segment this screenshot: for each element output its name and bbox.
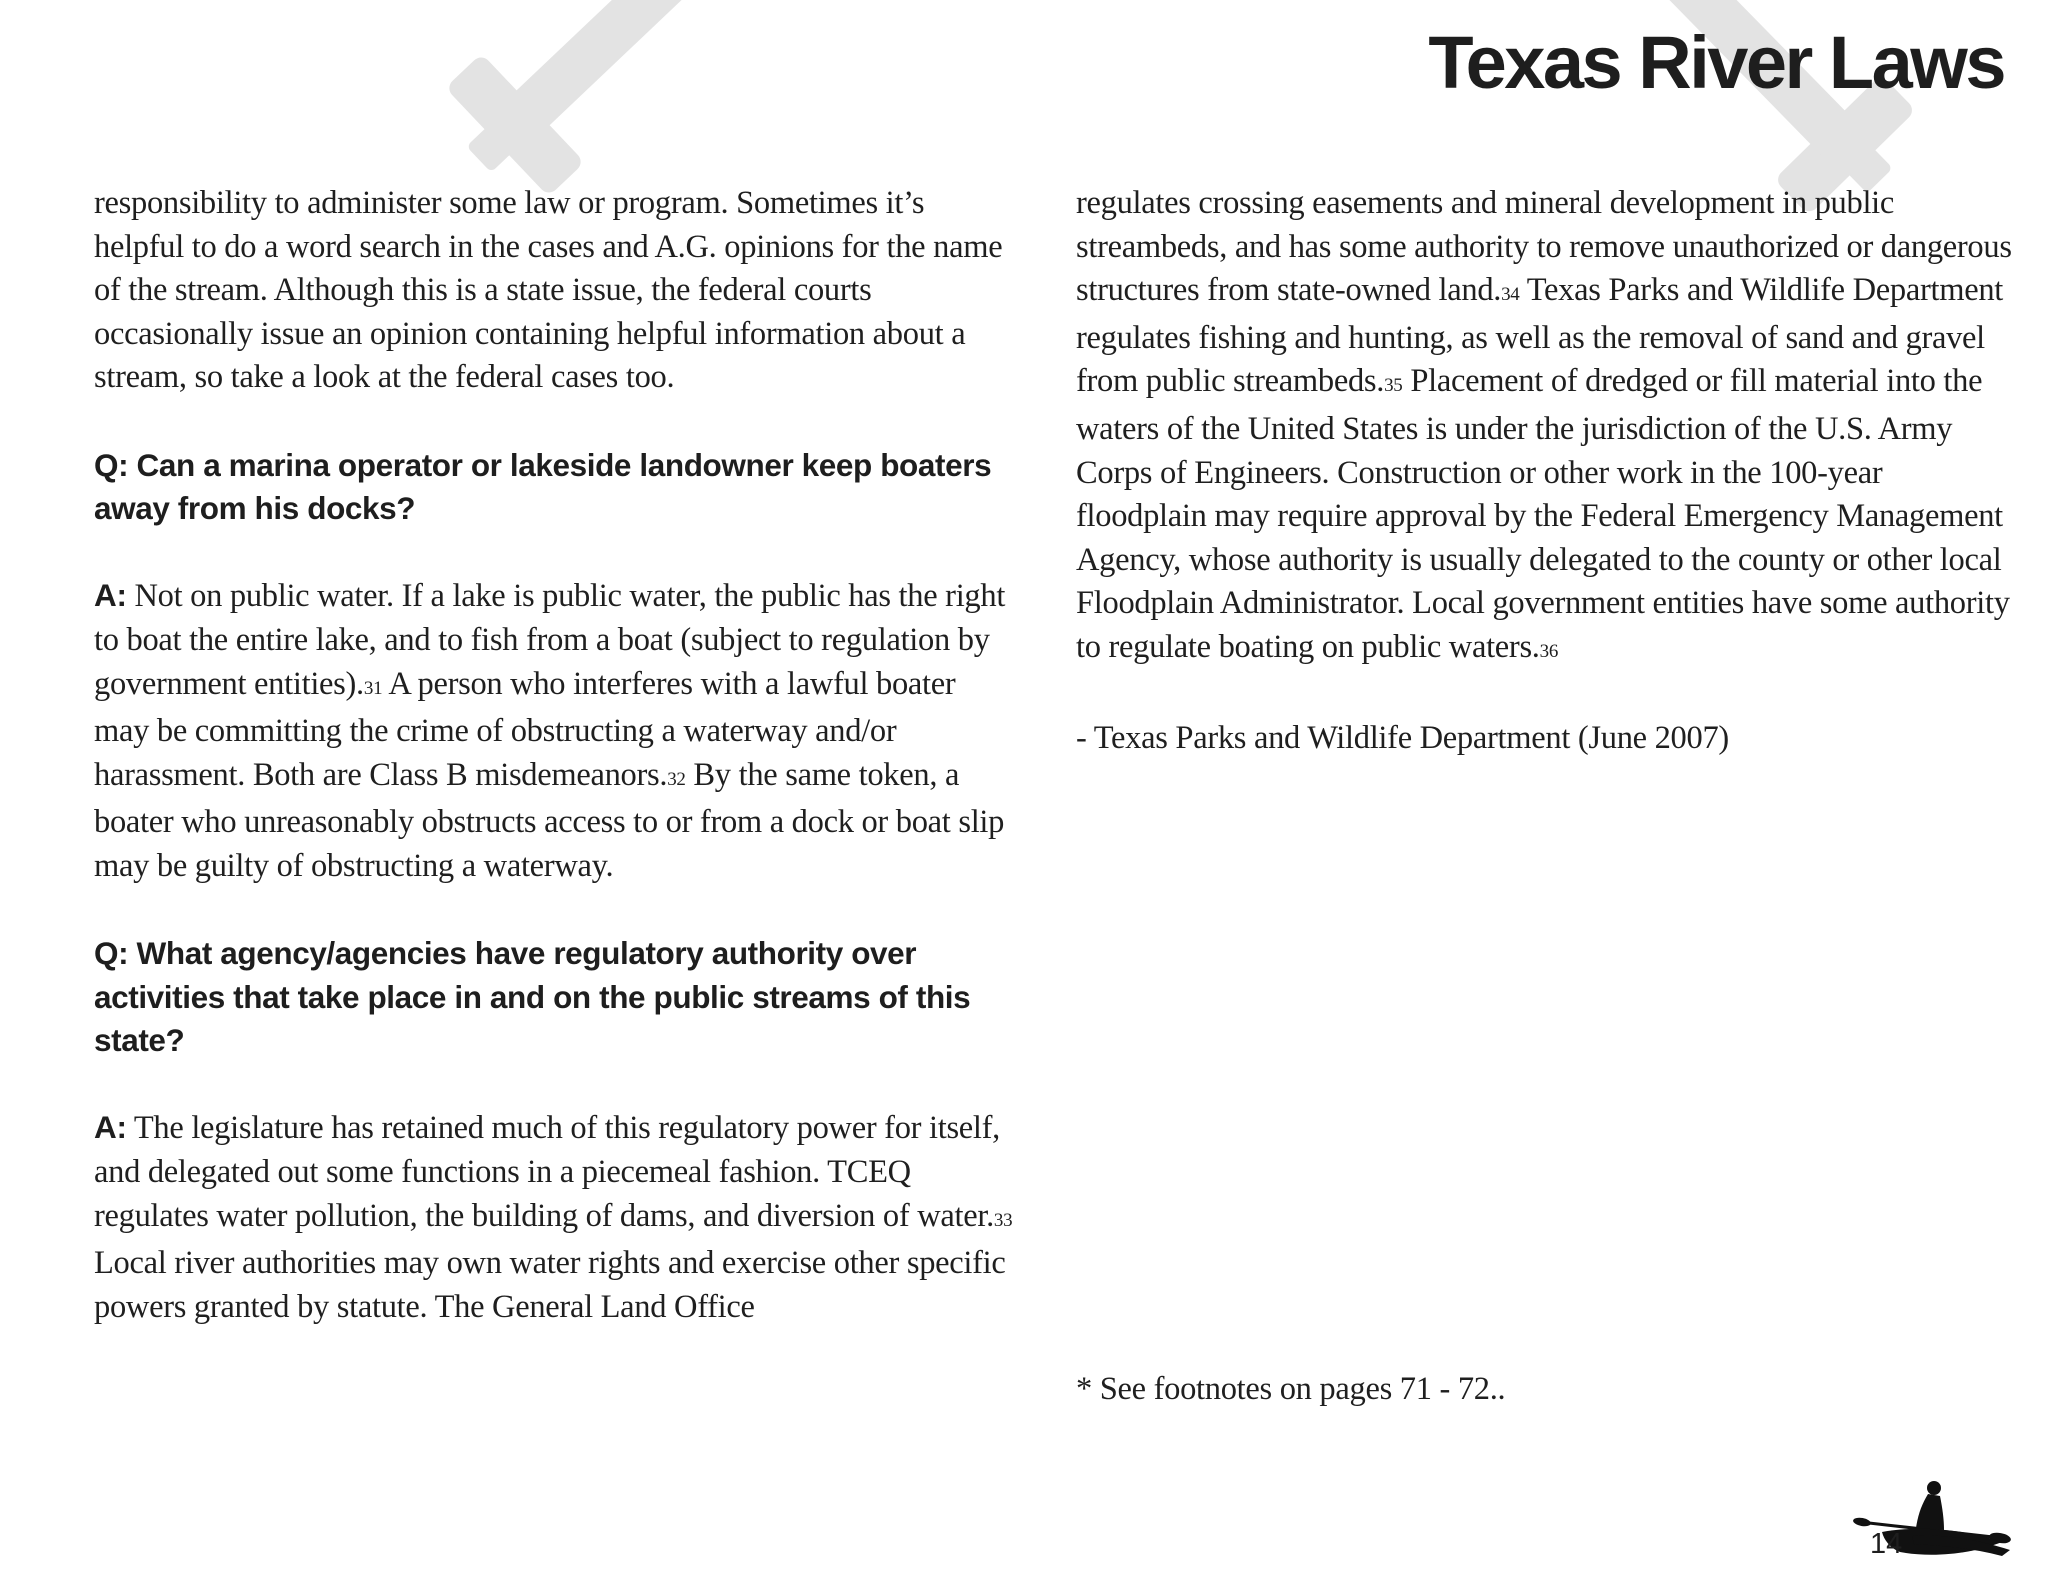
answer-1-text: By the same token, a boater who unreasonably obstructs access to or from a dock or boat slip may be guilty of obstructing a waterway. xyxy=(94,756,1005,884)
footnote-marker: 34 xyxy=(1501,284,1520,306)
answer-label: A: xyxy=(94,1109,127,1146)
answer-label: A: xyxy=(94,577,127,614)
footnote-marker: 32 xyxy=(667,768,686,790)
left-column xyxy=(94,182,1014,1373)
answer-2 xyxy=(94,1106,1014,1329)
footnote-reference: * See footnotes on pages 71 - 72.. xyxy=(1076,1371,1506,1407)
question-2: Q: What agency/agencies have regulatory authority over activities that take place in and on the public streams of this state? xyxy=(94,935,971,1059)
answer-2-continued xyxy=(1076,182,2016,674)
answer-2-text: The legislature has retained much of this regulatory power for itself, and delegated out some functions in a piecemeal fashion. TCEQ regulates water pollution, the building of dams, and diversion of water. xyxy=(94,1110,1001,1234)
footnote-marker: 36 xyxy=(1539,640,1559,662)
answer-2-text: Local river authorities may own water rights and exercise other specific powers granted by statute. The General Land Office xyxy=(94,1245,1006,1325)
question-1: Q: Can a marina operator or lakeside landowner keep boaters away from his docks? xyxy=(94,446,992,527)
answer-1 xyxy=(94,574,1014,888)
answer-1-text: Not on public water. If a lake is public water, the public has the right to boat the entire lake, and to fish from a boat (subject to regulation by government entities). xyxy=(94,578,1006,702)
footnote-marker: 35 xyxy=(1384,375,1403,397)
answer-2-text: Texas Parks and Wildlife Department regulates fishing and hunting, as well as the removal of sand and gravel from public streambeds. xyxy=(1076,272,2004,400)
page-number: 14 xyxy=(1870,1528,1903,1560)
answer-2-text: Placement of dredged or fill material into the waters of the United States is under the jurisdiction of the U.S. Army Corps of Engineers. Construction or other work in the 100-year floodplain may require approval by the Federal Emergency Management Agency, whose authority is usually delegated to the county or other local Floodplain Administrator. Local government entities have some authority to regulate boating on public waters. xyxy=(1076,363,2010,665)
intro-paragraph: responsibility to administer some law or program. Sometimes it’s helpful to do a word search in the cases and A.G. opinions for the name of the stream. Although this is a state issue, the federal courts occasionally issue an opinion containing helpful information about a stream, so take a look at the federal cases too. xyxy=(94,185,1003,396)
answer-2-text: regulates crossing easements and mineral development in public streambeds, and has some authority to remove unauthorized or dangerous structures from state-owned land. xyxy=(1076,185,2012,309)
attribution: - Texas Parks and Wildlife Department (June 2007) xyxy=(1076,720,1729,757)
answer-1-text: A person who interferes with a lawful boater may be committing the crime of obstructing a waterway and/or harassment. Both are Class B misdemeanors. xyxy=(94,665,956,793)
footnote-marker: 31 xyxy=(363,677,383,699)
right-column xyxy=(1076,182,2016,804)
page-title: Texas River Laws xyxy=(1428,21,2004,104)
footnote-marker: 33 xyxy=(993,1209,1013,1231)
